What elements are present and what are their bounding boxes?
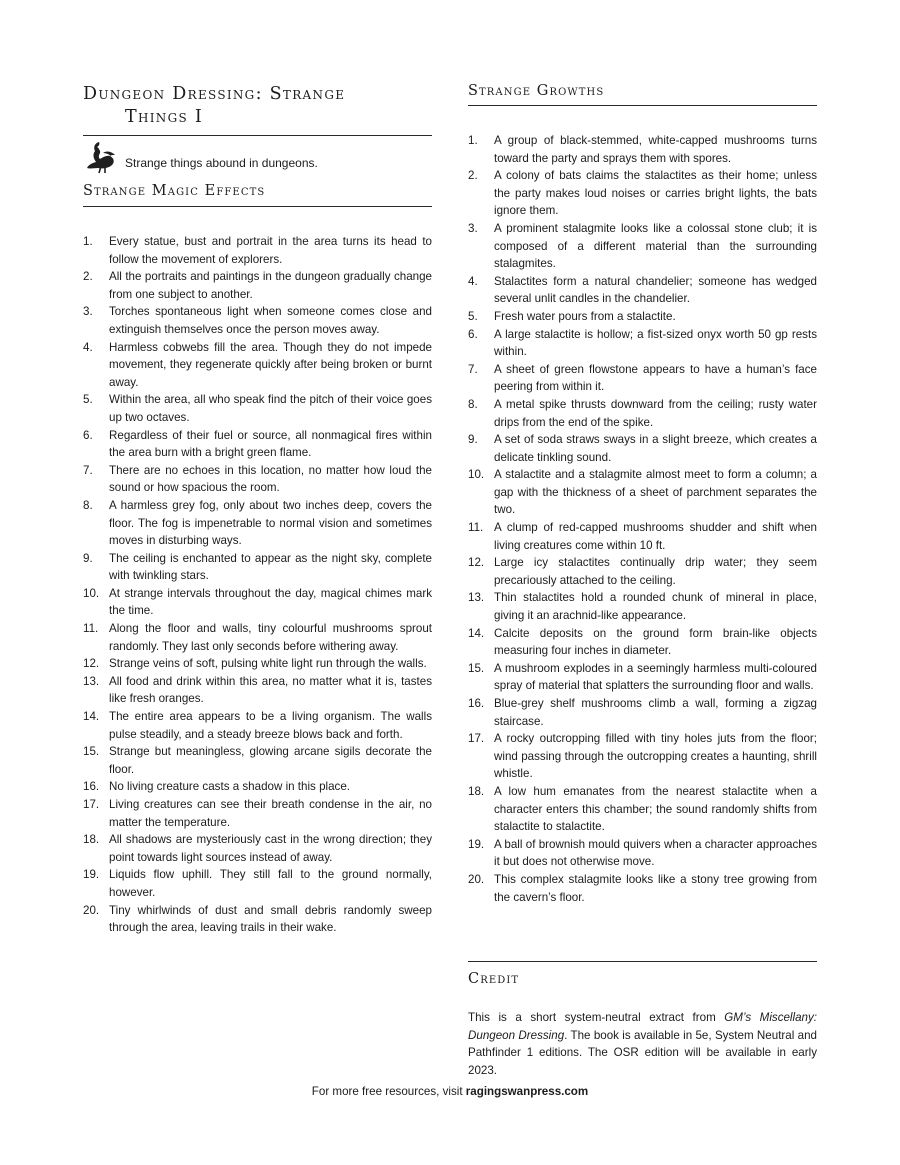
- list-item-number: 7.: [83, 463, 93, 477]
- magic-effects-list: [83, 233, 432, 937]
- list-item-text: Living creatures can see their breath condense in the air, no matter the temperature.: [109, 798, 432, 829]
- heading-rule: [83, 206, 432, 207]
- list-item-text: A stalactite and a stalagmite almost meet to form a column; a gap with the thickness of a sheet of parchment separates the two.: [494, 468, 817, 517]
- page-title-line-1: Dungeon Dressing: Strange: [83, 84, 346, 104]
- list-item: [468, 431, 817, 466]
- list-item: [468, 589, 817, 624]
- list-item-text: A sheet of green flowstone appears to have a human’s face peering from within it.: [494, 362, 817, 394]
- list-item-number: 9.: [468, 433, 478, 447]
- list-item: [83, 673, 432, 708]
- list-item: [83, 427, 432, 462]
- list-item-text: A rocky outcropping filled with tiny holes juts from the floor; wind passing through the outcropping creates a haunting, shrill whistle.: [494, 732, 817, 781]
- list-item: [468, 519, 817, 554]
- list-item-text: Within the area, all who speak find the pitch of their voice goes up two octaves.: [109, 393, 432, 424]
- list-item-text: Regardless of their fuel or source, all nonmagical fires within the area burn with a bright green flame.: [109, 428, 432, 460]
- list-item-number: 15.: [468, 661, 485, 675]
- list-item: [83, 796, 432, 831]
- list-item-number: 19.: [83, 868, 100, 882]
- list-item: [83, 743, 432, 778]
- list-item-text: A ball of brownish mould quivers when a character approaches it but does not otherwise move.: [494, 837, 817, 869]
- list-item: [468, 308, 817, 326]
- list-item-text: This complex stalagmite looks like a stony tree growing from the cavern’s floor.: [494, 872, 817, 904]
- page-title-line-2: Things I: [125, 107, 204, 127]
- intro-text: Strange things abound in dungeons.: [125, 156, 318, 170]
- list-item-text: The ceiling is enchanted to appear as the night sky, complete with twinkling stars.: [109, 551, 432, 583]
- list-item: [468, 326, 817, 361]
- list-item-text: A clump of red-capped mushrooms shudder and shift when living creatures come within 10 ft.: [494, 521, 817, 552]
- list-item: [83, 902, 432, 937]
- list-item-text: Thin stalactites hold a rounded chunk of mineral in place, giving it an arachnid-like appearance.: [494, 591, 817, 623]
- credit-text-after: . The book is available in 5e, System Neutral and Pathfinder 1 editions. The OSR edition will be available in early 2023.: [468, 1028, 817, 1077]
- list-item-number: 16.: [468, 697, 485, 710]
- list-item-number: 8.: [468, 397, 478, 411]
- list-item-text: A low hum emanates from the nearest stalactite when a character enters this chamber; the sound randomly shifts from stalactite to stalactite.: [494, 784, 817, 834]
- list-item: [468, 466, 817, 519]
- list-item-number: 4.: [83, 340, 93, 354]
- title-rule: [83, 135, 432, 136]
- list-item-number: 15.: [83, 745, 100, 759]
- list-item: [468, 132, 817, 167]
- list-item: [468, 660, 817, 695]
- list-item-text: Liquids flow uphill. They still fall to the ground normally, however.: [109, 868, 432, 899]
- list-item: [83, 391, 432, 426]
- list-item: [468, 273, 817, 308]
- list-item-text: A group of black-stemmed, white-capped mushrooms turns toward the party and sprays them with spores.: [494, 134, 817, 165]
- list-item-text: At strange intervals throughout the day, magical chimes mark the time.: [109, 586, 432, 618]
- list-item: [468, 695, 817, 730]
- list-item-text: Strange but meaningless, glowing arcane sigils decorate the floor.: [109, 745, 432, 776]
- swan-logo-icon: [83, 138, 117, 174]
- list-item-number: 13.: [468, 591, 485, 605]
- list-item: [468, 220, 817, 273]
- heading-strange-magic-effects: Strange Magic Effects: [83, 183, 266, 199]
- list-item: [83, 497, 432, 550]
- list-item-number: 20.: [468, 872, 485, 886]
- list-item: [83, 339, 432, 392]
- list-item-number: 1.: [83, 235, 93, 248]
- list-item-number: 5.: [83, 393, 93, 407]
- list-item-text: Stalactites form a natural chandelier; someone has wedged several unlit candles in the chandelier.: [494, 274, 817, 306]
- list-item-number: 10.: [468, 468, 485, 482]
- list-item-text: Strange veins of soft, pulsing white light run through the walls.: [109, 657, 427, 671]
- list-item-number: 17.: [83, 798, 100, 811]
- list-item-text: No living creature casts a shadow in this place.: [109, 780, 351, 794]
- list-item-text: Fresh water pours from a stalactite.: [494, 309, 676, 323]
- list-item-number: 18.: [83, 833, 100, 847]
- list-item-number: 12.: [468, 556, 485, 570]
- list-item: [468, 361, 817, 396]
- list-item: [468, 625, 817, 660]
- list-item-text: There are no echoes in this location, no matter how loud the sound or how spacious the room.: [109, 463, 432, 495]
- list-item: [468, 836, 817, 871]
- list-item-number: 5.: [468, 309, 478, 323]
- list-item-text: Tiny whirlwinds of dust and small debris randomly sweep through the area, leaving trails in their wake.: [109, 903, 432, 935]
- list-item-text: Harmless cobwebs fill the area. Though they do not impede movement, they regenerate quickly after being broken or burnt away.: [109, 340, 432, 389]
- credit-text-before: This is a short system-neutral extract from: [468, 1011, 725, 1024]
- list-item-text: A set of soda straws sways in a slight breeze, which creates a delicate tinkling sound.: [494, 433, 817, 464]
- list-item-number: 3.: [468, 221, 478, 235]
- list-item-text: A mushroom explodes in a seemingly harmless multi-coloured spray of material that splatters the surrounding floor and walls.: [494, 661, 817, 693]
- list-item: [83, 233, 432, 268]
- list-item-number: 13.: [83, 674, 100, 688]
- list-item-text: A harmless grey fog, only about two inches deep, covers the floor. The fog is impenetrable to normal vision and sometimes moves in disturbing ways.: [109, 498, 432, 548]
- footer-link[interactable]: ragingswanpress.com: [465, 1085, 589, 1098]
- list-item: [83, 620, 432, 655]
- list-item-number: 2.: [468, 169, 478, 183]
- list-item-number: 2.: [83, 270, 93, 284]
- heading-strange-growths: Strange Growths: [468, 83, 605, 99]
- list-item: [468, 554, 817, 589]
- list-item-number: 19.: [468, 837, 485, 851]
- list-item-text: A large stalactite is hollow; a fist-sized onyx worth 50 gp rests within.: [494, 327, 817, 359]
- list-item-number: 1.: [468, 134, 478, 147]
- list-item-text: The entire area appears to be a living organism. The walls pulse steadily, and a steady breeze blows back and forth.: [109, 710, 432, 741]
- list-item: [83, 708, 432, 743]
- credit-book-title: GM’s Miscellany: Dungeon Dressing: [468, 1011, 817, 1042]
- list-item-number: 20.: [83, 903, 100, 917]
- list-item-number: 11.: [83, 622, 99, 636]
- strange-growths-list: [468, 132, 817, 906]
- credit-rule: [468, 961, 817, 962]
- list-item-number: 8.: [83, 498, 93, 512]
- list-item-number: 16.: [83, 780, 100, 794]
- list-item: [468, 871, 817, 906]
- list-item-number: 9.: [83, 551, 93, 565]
- list-item-number: 6.: [83, 428, 93, 442]
- list-item: [83, 550, 432, 585]
- footer: [0, 1085, 900, 1098]
- list-item: [468, 730, 817, 783]
- list-item-number: 12.: [83, 657, 100, 671]
- list-item: [468, 783, 817, 836]
- list-item-text: Large icy stalactites continually drip water; they seem precariously attached to the ceiling.: [494, 556, 817, 587]
- list-item: [83, 866, 432, 901]
- credit-text: [468, 1009, 817, 1079]
- list-item-text: A colony of bats claims the stalactites as their home; unless the party makes loud noises or carries bright lights, the bats ignore them.: [494, 169, 817, 218]
- list-item-text: All the portraits and paintings in the dungeon gradually change from one subject to another.: [109, 270, 432, 301]
- list-item-text: Blue-grey shelf mushrooms climb a wall, forming a zigzag staircase.: [494, 697, 817, 728]
- list-item-text: A prominent stalagmite looks like a colossal stone club; it is composed of a different material than the surrounding stalagmites.: [494, 221, 817, 271]
- list-item-text: All shadows are mysteriously cast in the wrong direction; they point towards light sources instead of away.: [109, 833, 432, 864]
- list-item-number: 17.: [468, 732, 485, 746]
- list-item-number: 14.: [468, 626, 485, 640]
- list-item-text: Every statue, bust and portrait in the area turns its head to follow the movement of explorers.: [109, 235, 432, 266]
- list-item: [83, 268, 432, 303]
- list-item: [83, 778, 432, 796]
- list-item-text: Torches spontaneous light when someone comes close and extinguish themselves once the person moves away.: [109, 305, 432, 336]
- intro: [83, 138, 432, 174]
- heading-credit: Credit: [468, 971, 520, 987]
- footer-text: For more free resources, visit: [311, 1085, 466, 1098]
- list-item-number: 11.: [468, 521, 484, 535]
- list-item-text: A metal spike thrusts downward from the ceiling; rusty water drips from the end of the spike.: [494, 397, 817, 429]
- list-item-number: 10.: [83, 586, 100, 600]
- page-title: [83, 83, 432, 129]
- list-item-number: 18.: [468, 784, 485, 798]
- list-item-text: Calcite deposits on the ground form brain-like objects measuring four inches in diameter.: [494, 626, 817, 658]
- list-item-text: Along the floor and walls, tiny colourful mushrooms sprout randomly. They last only seconds before withering away.: [109, 622, 432, 653]
- heading-rule: [468, 105, 817, 106]
- list-item: [83, 303, 432, 338]
- list-item: [83, 831, 432, 866]
- list-item-number: 4.: [468, 274, 478, 288]
- list-item: [83, 462, 432, 497]
- list-item-number: 7.: [468, 362, 478, 376]
- list-item: [468, 396, 817, 431]
- list-item: [83, 585, 432, 620]
- list-item-number: 3.: [83, 305, 93, 319]
- list-item-number: 14.: [83, 710, 100, 724]
- list-item-number: 6.: [468, 327, 478, 341]
- list-item: [83, 655, 432, 673]
- list-item-text: All food and drink within this area, no matter what it is, tastes like fresh oranges.: [109, 674, 432, 706]
- list-item: [468, 167, 817, 220]
